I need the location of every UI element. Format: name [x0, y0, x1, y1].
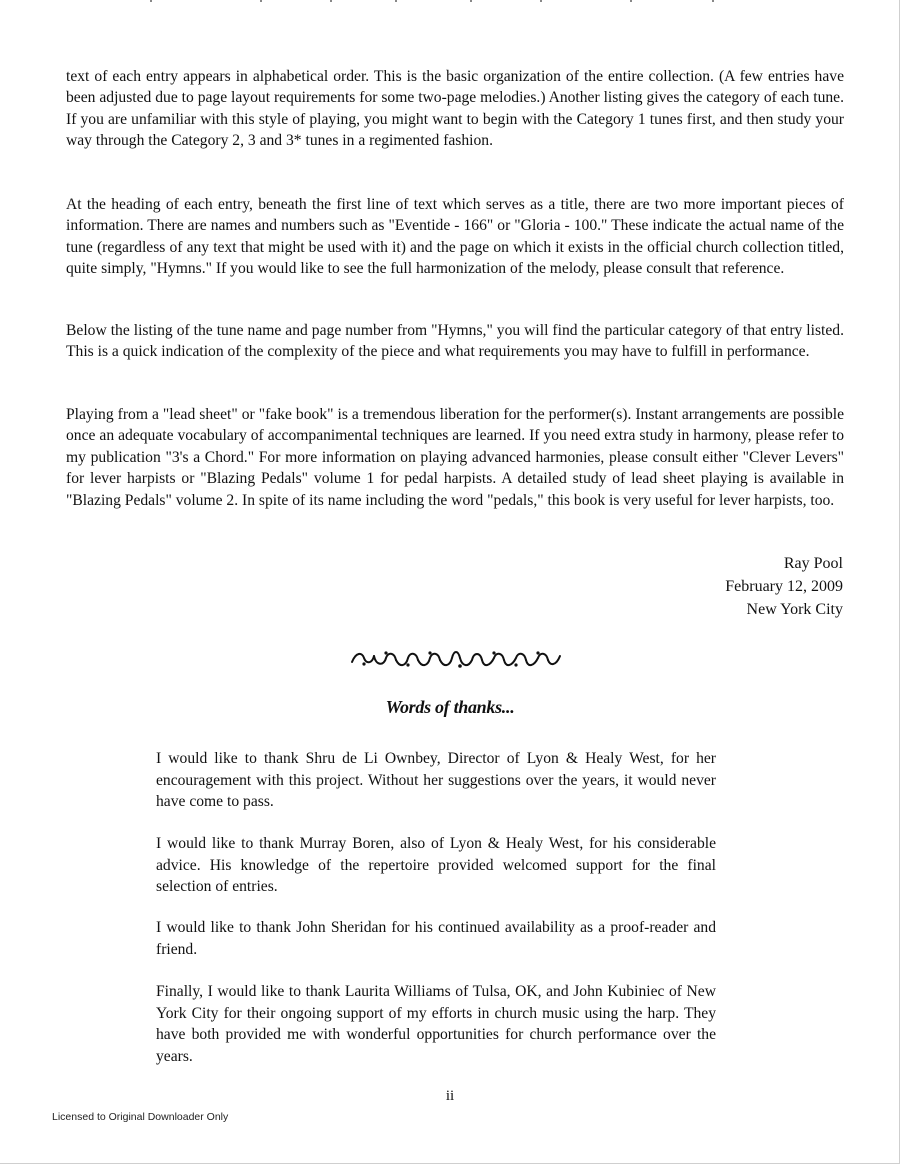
intro-paragraph-3: Below the listing of the tune name and page number from "Hymns," you will find the particular category of that entry listed. This is a quick indication of the complexity of the piece and what requirements you may have to fulfill in performance. — [66, 322, 844, 361]
thanks-paragraph-2: I would like to thank Murray Boren, also of Lyon & Healy West, for his considerable advice. His knowledge of the repertoire provided welcomed support for the final selection of entries. — [156, 835, 716, 896]
signature-block — [725, 552, 843, 621]
signature-place: New York City — [746, 601, 843, 618]
license-notice: Licensed to Original Downloader Only — [52, 1111, 229, 1123]
intro-paragraph-1: text of each entry appears in alphabetical order. This is the basic organization of the entire collection. (A few entries have been adjusted due to page layout requirements for some two-page melodies.) Another listing gives the category of each tune. If you are unfamiliar with this style of playing, you might want to begin with the Category 1 tunes first, and then study your way through the Category 2, 3 and 3* tunes in a regimented fashion. — [66, 68, 844, 150]
intro-paragraph-2: At the heading of each entry, beneath the first line of text which serves as a title, there are two more important pieces of information. There are names and numbers such as "Eventide - 166" or "Gloria - 100." These indicate the actual name of the tune (regardless of any text that might be used with it) and the page on which it exists in the official church collection titled, quite simply, "Hymns." If you would like to see the full harmonization of the melody, please consult that reference. — [66, 196, 844, 278]
signature-date: February 12, 2009 — [725, 578, 843, 595]
thanks-paragraph-4: Finally, I would like to thank Laurita Williams of Tulsa, OK, and John Kubiniec of New York City for their ongoing support of my efforts in church music using the harp. They have both provided me with wonderful opportunities for church performance over the years. — [156, 983, 716, 1065]
page-number: ii — [445, 1088, 455, 1104]
top-edge-marks — [0, 0, 900, 6]
author-name: Ray Pool — [783, 555, 843, 572]
thanks-paragraph-3: I would like to thank John Sheridan for his continued availability as a proof-reader and friend. — [156, 919, 716, 958]
scroll-ornament-icon — [348, 648, 564, 670]
thanks-heading: Words of thanks... — [385, 697, 515, 717]
intro-paragraph-4: Playing from a "lead sheet" or "fake book" is a tremendous liberation for the performer(s). Instant arrangements are possible once an adequate vocabulary of accompanimental techniques are learned. If you need extra study in harmony, please refer to my publication "3's a Chord." For more information on playing advanced harmonies, please consult either "Clever Levers" for lever harpists or "Blazing Pedals" volume 1 for pedal harpists. A detailed study of lead sheet playing is available in "Blazing Pedals" volume 2. In spite of its name including the word "pedals," this book is very useful for lever harpists, too. — [66, 406, 844, 509]
thanks-paragraph-1: I would like to thank Shru de Li Ownbey, Director of Lyon & Healy West, for her encouragement with this project. Without her suggestions over the years, it would never have come to pass. — [156, 750, 716, 811]
